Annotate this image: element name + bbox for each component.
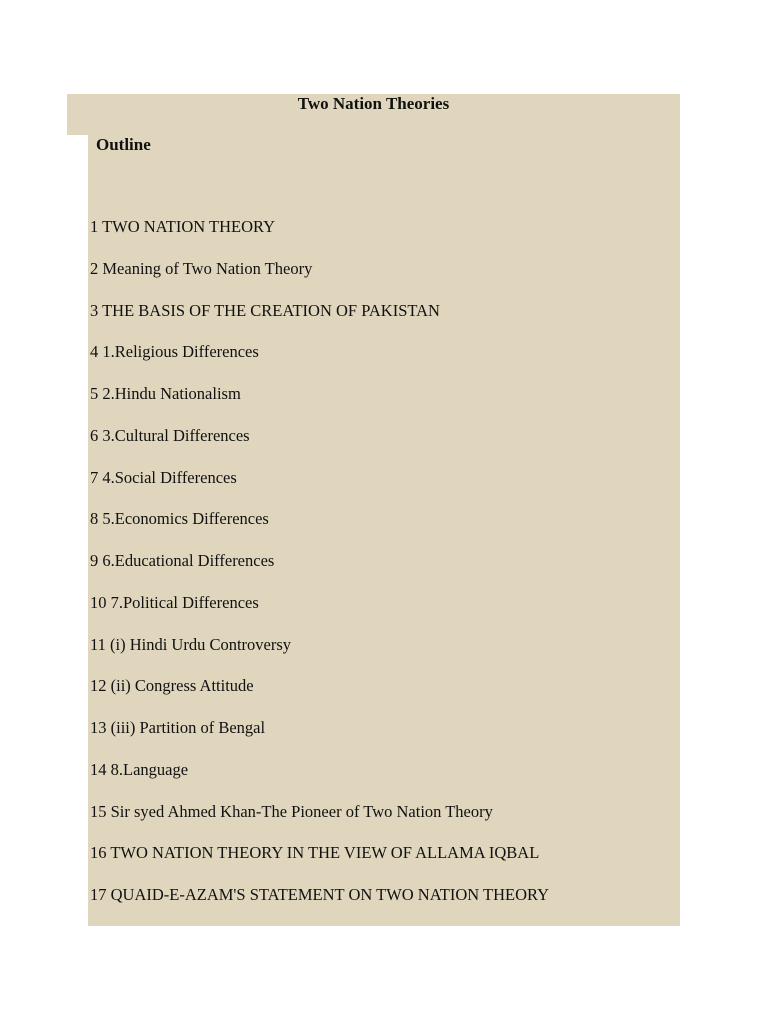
toc-item: 15 Sir syed Ahmed Khan-The Pioneer of Two Nation Theory bbox=[90, 801, 493, 821]
toc-item: 3 THE BASIS OF THE CREATION OF PAKISTAN bbox=[90, 300, 440, 320]
toc-item: 5 2.Hindu Nationalism bbox=[90, 384, 241, 403]
toc-item: 7 4.Social Differences bbox=[90, 467, 237, 487]
table-of-contents bbox=[90, 217, 549, 927]
toc-item: 9 6.Educational Differences bbox=[90, 551, 275, 570]
toc-item: 1 TWO NATION THEORY bbox=[90, 217, 276, 236]
toc-item: 13 (iii) Partition of Bengal bbox=[90, 718, 266, 737]
toc-item: 8 5.Economics Differences bbox=[90, 509, 269, 529]
toc-item: 16 TWO NATION THEORY IN THE VIEW OF ALLAMA IQBAL bbox=[90, 843, 540, 863]
toc-item: 10 7.Political Differences bbox=[90, 592, 259, 612]
outline-heading: Outline bbox=[96, 135, 151, 154]
toc-item: 14 8.Language bbox=[90, 759, 189, 779]
toc-item: 6 3.Cultural Differences bbox=[90, 425, 250, 445]
toc-item: 2 Meaning of Two Nation Theory bbox=[90, 258, 313, 278]
document-title: Two Nation Theories bbox=[297, 94, 450, 113]
toc-item: 11 (i) Hindi Urdu Controversy bbox=[90, 634, 292, 654]
toc-item: 17 QUAID-E-AZAM'S STATEMENT ON TWO NATION THEORY bbox=[90, 885, 550, 904]
toc-item: 12 (ii) Congress Attitude bbox=[90, 676, 254, 696]
toc-item: 4 1.Religious Differences bbox=[90, 342, 259, 362]
